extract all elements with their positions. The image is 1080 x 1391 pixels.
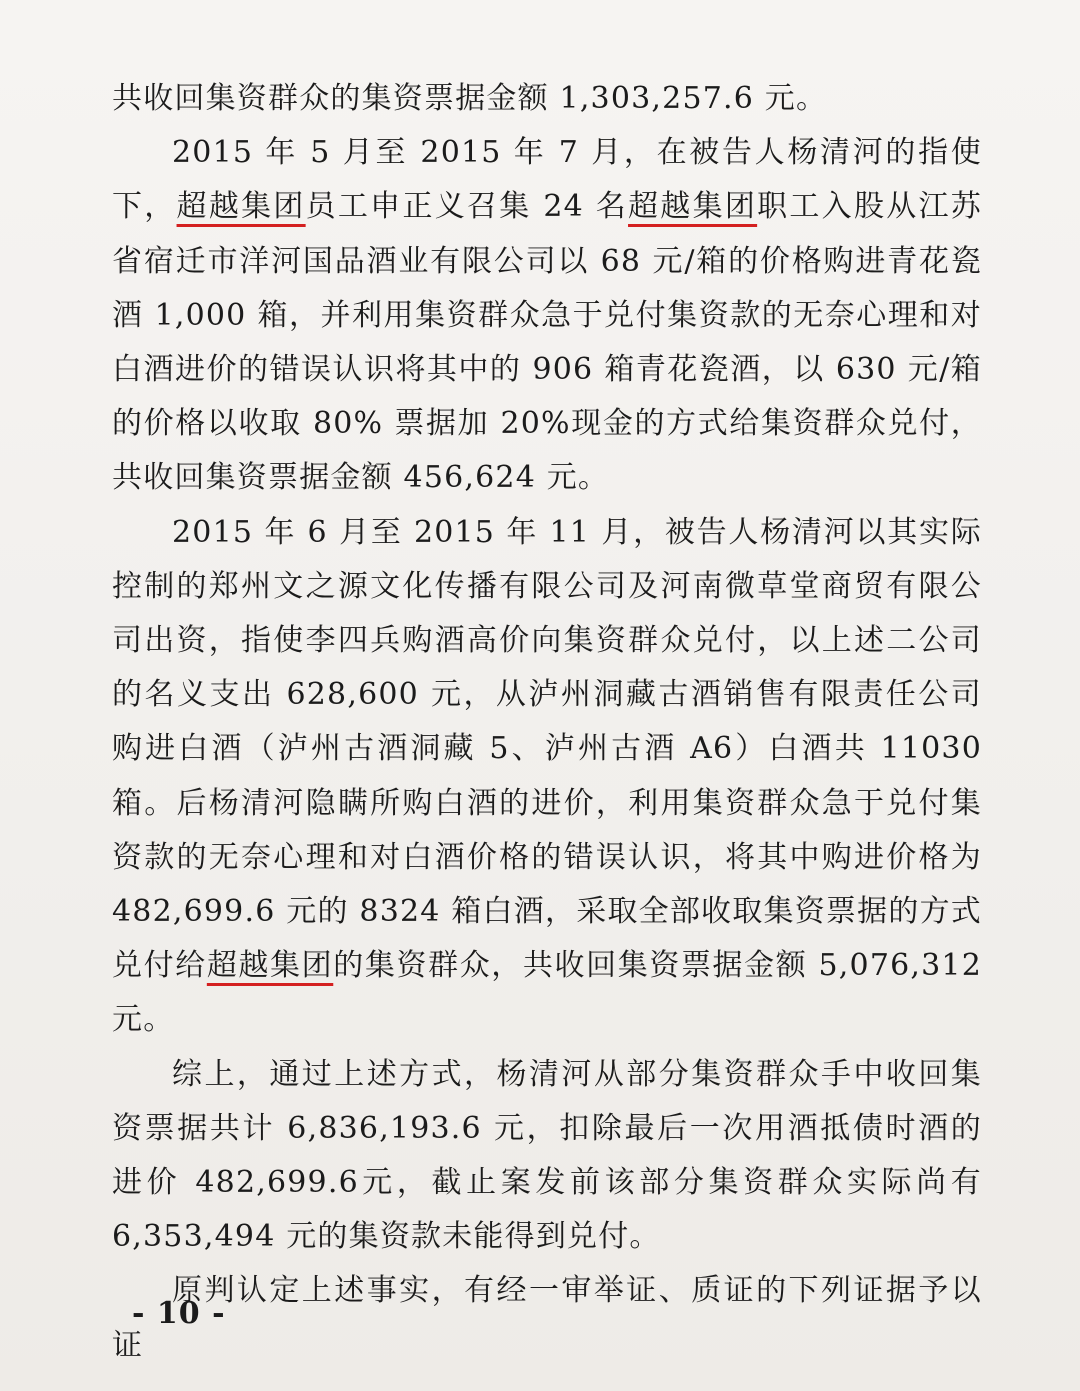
page-number: - 10 - [132,1296,226,1331]
underlined-company-name: 超越集团 [206,948,334,984]
segment: 职工入股从江苏省宿迁市洋河国品酒业有限公司以 68 元/箱的价格购进青花瓷酒 1,000 箱，并利用集资群众急于兑付集资款的无奈心理和对白酒进价的错误认识将其中的 906 箱青花瓷酒，以 630 元/箱的价格以收取 80% 票据加 20%现金的方式给集资群众兑付，共收回集资票据金额 456,624 元。 [112,189,982,496]
segment: 综上，通过上述方式，杨清河从部分集资群众手中收回集资票据共计 6,836,193.6 元，扣除最后一次用酒抵债时酒的进价 482,699.6元，截止案发前该部分集资群众实际尚有 6,353,494 元的集资款未能得到兑付。 [112,1056,982,1255]
document-body [112,72,982,1373]
paragraph-4 [112,1048,982,1265]
paragraph-3 [112,506,982,1048]
paragraph-5 [112,1264,982,1372]
segment: 2015 年 6 月至 2015 年 11 月，被告人杨清河以其实际控制的郑州文之源文化传播有限公司及河南微草堂商贸有限公司出资，指使李四兵购酒高价向集资群众兑付，以上述二公司的名义支出 628,600 元，从泸州洞藏古酒销售有限责任公司购进白酒（泸州古酒洞藏 5、泸州古酒 A6）白酒共 11030 箱。后杨清河隐瞒所购白酒的进价，利用集资群众急于兑付集资款的无奈心理和对白酒价格的错误认识，将其中购进价格为 482,699.6 元的 8324 箱白酒，采取全部收取集资票据的方式兑付给 [112,514,982,984]
paragraph-1 [112,72,982,126]
segment: 员工申正义召集 24 名 [305,189,629,225]
underlined-company-name: 超越集团 [628,189,758,225]
paragraph-2 [112,126,982,505]
segment: 的集资群众，共收回集资票据金额 5,076,312 元。 [112,948,982,1038]
underlined-company-name: 超越集团 [176,189,306,225]
segment: 共收回集资群众的集资票据金额 1,303,257.6 元。 [112,81,828,116]
segment: 原判认定上述事实，有经一审举证、质证的下列证据予以证 [112,1273,982,1363]
segment: 2015 年 5 月至 2015 年 7 月，在被告人杨清河的指使下， [112,135,982,225]
